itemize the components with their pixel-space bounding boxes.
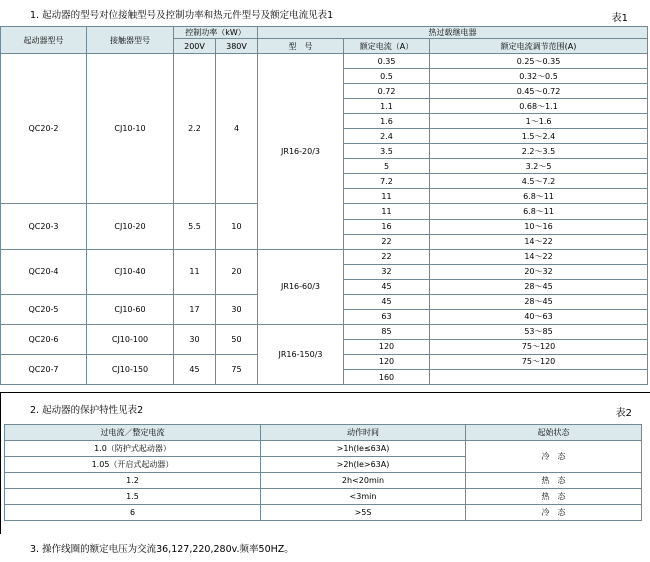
contactor-cell: CJ10-10: [87, 54, 174, 204]
starter-spec-table: [0, 26, 648, 385]
ratio-cell: 1.05（开启式起动器）: [5, 457, 261, 473]
contactor-cell: CJ10-100: [87, 324, 174, 354]
setting-range-cell: 75～120: [430, 339, 648, 354]
contactor-cell: CJ10-20: [87, 204, 174, 249]
header-starter-model: 起动器型号: [1, 27, 87, 54]
rated-current-cell: 1.1: [344, 99, 430, 114]
time-cell: 2h<20min: [261, 473, 466, 489]
relay-model-cell: JR16-150/3: [258, 324, 344, 384]
rated-current-cell: 1.6: [344, 114, 430, 129]
power-380v-cell: 4: [216, 54, 258, 204]
rated-current-cell: 45: [344, 279, 430, 294]
starter-cell: QC20-2: [1, 54, 87, 204]
rated-current-cell: 45: [344, 294, 430, 309]
starter-cell: QC20-5: [1, 294, 87, 324]
table-row: [1, 249, 648, 264]
power-380v-cell: 30: [216, 294, 258, 324]
table1-tag: 表1: [611, 13, 628, 24]
setting-range-cell: 0.68～1.1: [430, 99, 648, 114]
header-thermal-relay: 热过载继电器: [258, 27, 648, 39]
power-380v-cell: 75: [216, 354, 258, 384]
ratio-cell: 1.0（防护式起动器）: [5, 441, 261, 457]
power-200v-cell: 45: [174, 354, 216, 384]
rated-current-cell: 160: [344, 369, 430, 384]
table-row: [5, 489, 642, 505]
power-200v-cell: 11: [174, 249, 216, 294]
rated-current-cell: 3.5: [344, 144, 430, 159]
setting-range-cell: 14～22: [430, 249, 648, 264]
power-200v-cell: 5.5: [174, 204, 216, 249]
setting-range-cell: 6.8～11: [430, 204, 648, 219]
rated-current-cell: 32: [344, 264, 430, 279]
state-cell: 热 态: [466, 473, 642, 489]
rated-current-cell: 22: [344, 249, 430, 264]
table2-tag: 表2: [615, 408, 632, 419]
ratio-cell: 1.5: [5, 489, 261, 505]
table-row: [5, 441, 642, 457]
header-380v: 380V: [216, 39, 258, 54]
setting-range-cell: 28～45: [430, 294, 648, 309]
relay-model-cell: JR16-20/3: [258, 54, 344, 250]
rated-current-cell: 63: [344, 309, 430, 324]
time-cell: >5S: [261, 505, 466, 521]
power-380v-cell: 50: [216, 324, 258, 354]
setting-range-cell: 53～85: [430, 324, 648, 339]
rated-current-cell: 7.2: [344, 174, 430, 189]
setting-range-cell: 2.2～3.5: [430, 144, 648, 159]
setting-range-cell: 28～45: [430, 279, 648, 294]
header-control-power: 控制功率（kW）: [174, 27, 258, 39]
rated-current-cell: 22: [344, 234, 430, 249]
setting-range-cell: 6.8～11: [430, 189, 648, 204]
rated-current-cell: 2.4: [344, 129, 430, 144]
setting-range-cell: 1.5～2.4: [430, 129, 648, 144]
rated-current-cell: 120: [344, 339, 430, 354]
setting-range-cell: 0.25～0.35: [430, 54, 648, 69]
starter-cell: QC20-3: [1, 204, 87, 249]
contactor-cell: CJ10-60: [87, 294, 174, 324]
section-left-border: [0, 392, 1, 534]
section-divider: [0, 392, 650, 393]
state-cell: 热 态: [466, 489, 642, 505]
table-row: [1, 324, 648, 339]
state-cell: 冷 态: [466, 441, 642, 473]
contactor-cell: CJ10-150: [87, 354, 174, 384]
ratio-cell: 6: [5, 505, 261, 521]
setting-range-cell: 1～1.6: [430, 114, 648, 129]
starter-cell: QC20-4: [1, 249, 87, 294]
setting-range-cell: 14～22: [430, 234, 648, 249]
rated-current-cell: 11: [344, 204, 430, 219]
setting-range-cell: 40～63: [430, 309, 648, 324]
power-200v-cell: 2.2: [174, 54, 216, 204]
rated-current-cell: 5: [344, 159, 430, 174]
table-row: [5, 473, 642, 489]
power-200v-cell: 17: [174, 294, 216, 324]
protection-table: [4, 424, 642, 521]
setting-range-cell: 10～16: [430, 219, 648, 234]
relay-model-cell: JR16-60/3: [258, 249, 344, 324]
table-row: [1, 54, 648, 69]
header-action-time: 动作时间: [261, 425, 466, 441]
rated-current-cell: 16: [344, 219, 430, 234]
ratio-cell: 1.2: [5, 473, 261, 489]
power-200v-cell: 30: [174, 324, 216, 354]
rated-current-cell: 0.35: [344, 54, 430, 69]
table1-title: 1. 起动器的型号对位接触型号及控制功率和热元件型号及额定电流见表1: [30, 10, 334, 21]
rated-current-cell: 85: [344, 324, 430, 339]
power-380v-cell: 20: [216, 249, 258, 294]
rated-current-cell: 0.5: [344, 69, 430, 84]
time-cell: <3min: [261, 489, 466, 505]
table2-title: 2. 起动器的保护特性见表2: [30, 405, 144, 416]
setting-range-cell: 0.45～0.72: [430, 84, 648, 99]
header-setting-range: 额定电流调节范围(A): [430, 39, 648, 54]
starter-cell: QC20-7: [1, 354, 87, 384]
header-rated-current: 额定电流（A）: [344, 39, 430, 54]
header-contactor-model: 接触器型号: [87, 27, 174, 54]
time-cell: >2h(Ie>63A): [261, 457, 466, 473]
setting-range-cell: 0.32～0.5: [430, 69, 648, 84]
rated-current-cell: 11: [344, 189, 430, 204]
header-200v: 200V: [174, 39, 216, 54]
header-relay-model: 型 号: [258, 39, 344, 54]
setting-range-cell: 75～120: [430, 354, 648, 369]
setting-range-cell: 4.5～7.2: [430, 174, 648, 189]
header-initial-state: 起始状态: [466, 425, 642, 441]
rated-current-cell: 120: [344, 354, 430, 369]
setting-range-cell: 20～32: [430, 264, 648, 279]
power-380v-cell: 10: [216, 204, 258, 249]
rated-current-cell: 0.72: [344, 84, 430, 99]
table-row: [5, 505, 642, 521]
state-cell: 冷 态: [466, 505, 642, 521]
contactor-cell: CJ10-40: [87, 249, 174, 294]
time-cell: >1h(Ie≤63A): [261, 441, 466, 457]
voltage-note: 3. 操作线圈的额定电压为交流36,127,220,280v.频率50HZ。: [30, 544, 294, 555]
header-overcurrent-ratio: 过电流／整定电流: [5, 425, 261, 441]
setting-range-cell: 3.2～5: [430, 159, 648, 174]
setting-range-cell: [430, 369, 648, 384]
starter-cell: QC20-6: [1, 324, 87, 354]
